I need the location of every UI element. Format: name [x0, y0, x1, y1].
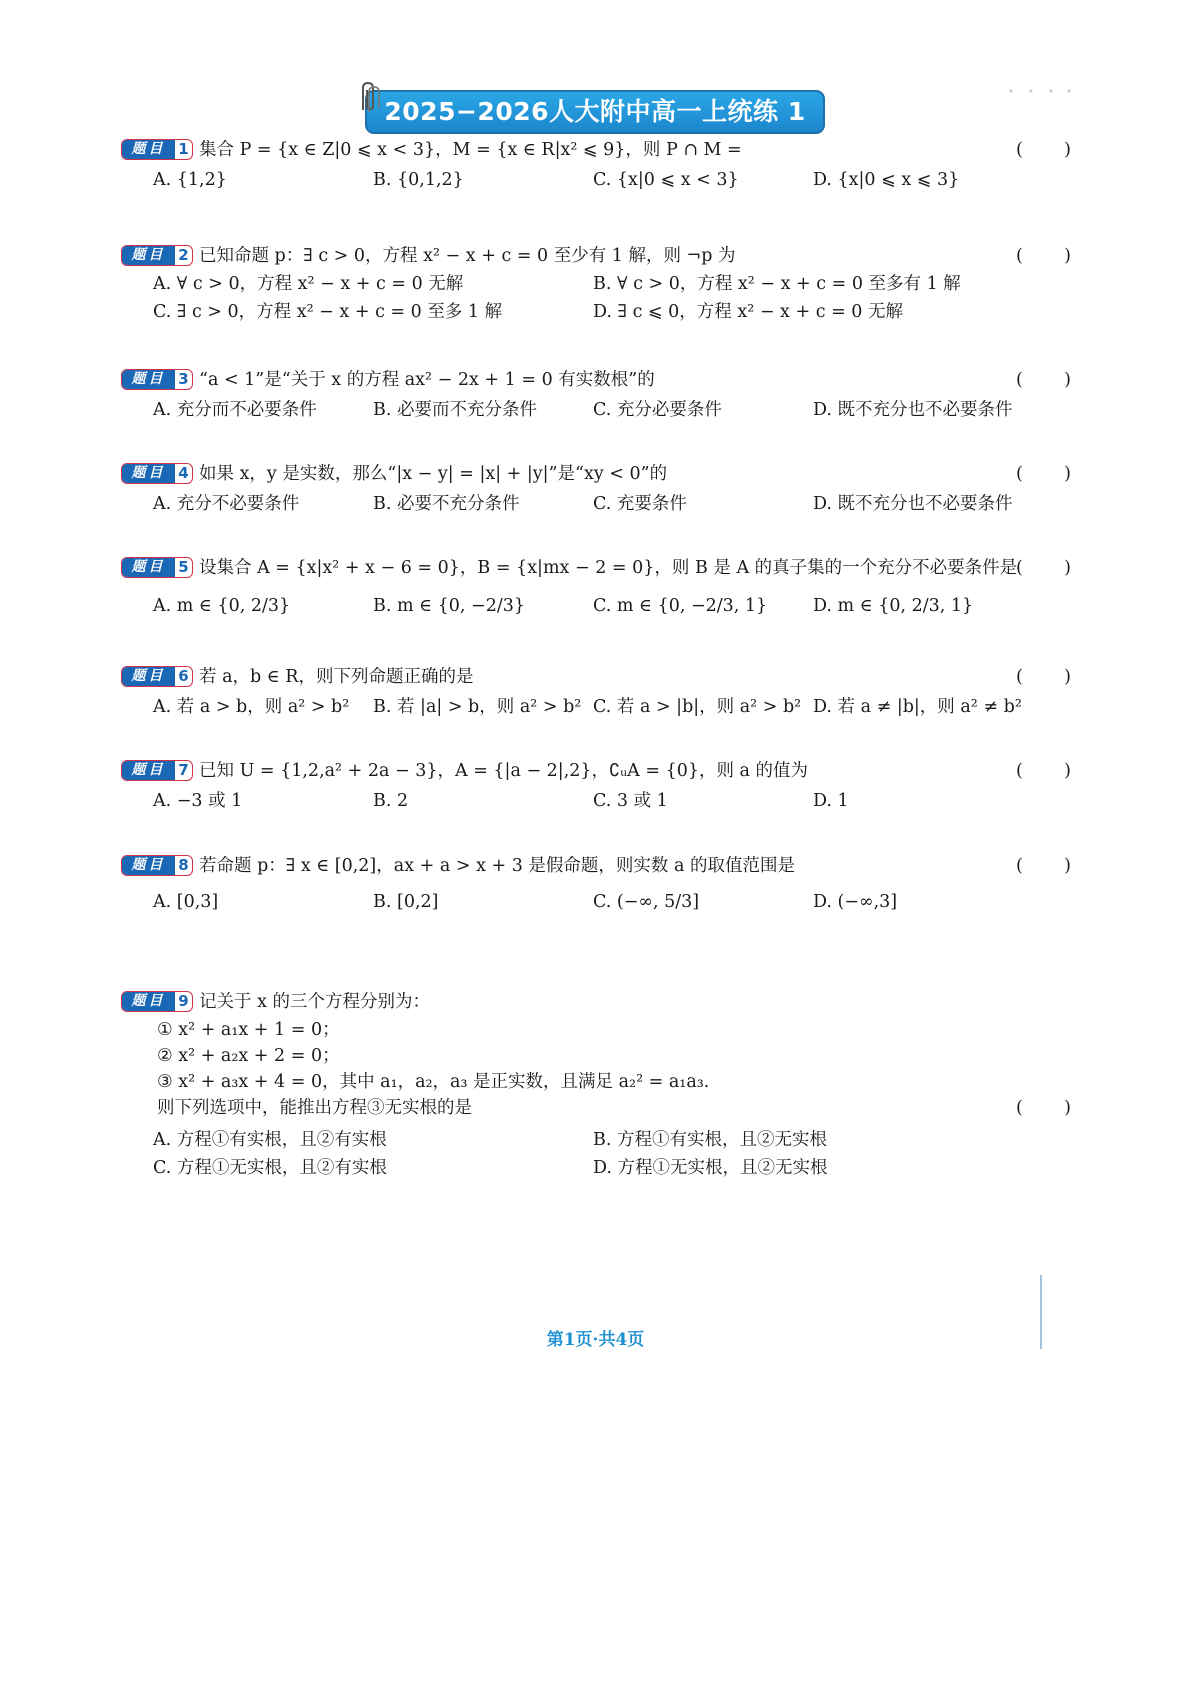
question-number: 5	[178, 558, 189, 576]
option-b: B. 必要不充分条件	[373, 494, 520, 514]
question-number: 7	[178, 761, 189, 779]
question-tag-label: 题目	[122, 464, 175, 483]
option-b: B. 若 |a| > b，则 a² > b²	[373, 697, 582, 717]
question-prompt	[121, 1096, 1071, 1122]
question-tag	[121, 760, 193, 781]
question-prompt-text: 则下列选项中，能推出方程③无实根的是	[157, 1098, 472, 1118]
answer-blank: ( )	[1016, 464, 1071, 484]
title-banner-wrap	[365, 90, 825, 134]
question-6	[121, 665, 1071, 723]
question-tag	[121, 557, 193, 578]
question-tag	[121, 463, 193, 484]
question-tag-label: 题目	[122, 370, 175, 389]
question-tag	[121, 855, 193, 876]
question-stem: 已知命题 p：∃ c > 0，方程 x² − x + c = 0 至少有 1 解，则 ¬p 为	[199, 246, 736, 266]
option-d: D. 既不充分也不必要条件	[813, 494, 1013, 514]
equation-3: ③ x² + a₃x + 4 = 0，其中 a₁，a₂，a₃ 是正实数，且满足 a₂² = a₁a₃.	[157, 1072, 710, 1092]
question-number: 2	[178, 246, 189, 264]
option-d: D. 1	[813, 791, 849, 811]
question-stem: “a < 1”是“关于 x 的方程 ax² − 2x + 1 = 0 有实数根”的	[199, 370, 655, 390]
question-tag-label: 题目	[122, 992, 175, 1011]
option-c: C. 若 a > |b|，则 a² > b²	[593, 697, 802, 717]
question-number: 4	[178, 464, 189, 482]
option-b: B. 必要而不充分条件	[373, 400, 537, 420]
question-tag-label: 题目	[122, 140, 175, 159]
answer-blank: ( )	[1016, 558, 1071, 578]
option-b: B. m ∈ {0, −2/3}	[373, 596, 526, 616]
question-7	[121, 759, 1071, 817]
decorative-dots	[1005, 79, 1075, 85]
question-tag	[121, 245, 193, 266]
option-b: B. 方程①有实根，且②无实根	[593, 1130, 827, 1150]
option-a: A. {1,2}	[153, 170, 227, 190]
page-number: 第1页·共4页	[546, 1330, 645, 1350]
question-number: 3	[178, 370, 189, 388]
paperclip-icon	[355, 80, 385, 114]
option-c: C. 充要条件	[593, 494, 687, 514]
question-tag-label: 题目	[122, 856, 175, 875]
question-tag-label: 题目	[122, 246, 175, 265]
question-2	[121, 244, 1071, 324]
answer-blank: ( )	[1016, 140, 1071, 160]
option-b: B. ∀ c > 0，方程 x² − x + c = 0 至多有 1 解	[593, 274, 961, 294]
option-a: A. 充分而不必要条件	[153, 400, 317, 420]
option-a: A. 若 a > b，则 a² > b²	[153, 697, 350, 717]
question-number: 8	[178, 856, 189, 874]
question-stem: 记关于 x 的三个方程分别为：	[199, 992, 430, 1012]
question-number: 9	[178, 992, 189, 1010]
option-c: C. ∃ c > 0，方程 x² − x + c = 0 至多 1 解	[153, 302, 503, 322]
option-d: D. (−∞,3]	[813, 892, 898, 912]
option-d: D. {x|0 ⩽ x ⩽ 3}	[813, 170, 960, 190]
question-8	[121, 854, 1071, 918]
option-c: C. 充分必要条件	[593, 400, 722, 420]
option-d: D. 若 a ≠ |b|，则 a² ≠ b²	[813, 697, 1022, 717]
question-9	[121, 990, 1071, 1180]
option-c: C. 方程①无实根，且②有实根	[153, 1158, 387, 1178]
question-tag-label: 题目	[122, 558, 175, 577]
question-tag	[121, 369, 193, 390]
page-title: 2025−2026人大附中高一上统练 1	[365, 90, 825, 134]
question-number: 6	[178, 667, 189, 685]
question-stem: 已知 U = {1,2,a² + 2a − 3}，A = {|a − 2|,2}，∁ᵤA = {0}，则 a 的值为	[199, 761, 809, 781]
option-b: B. {0,1,2}	[373, 170, 464, 190]
option-a: A. m ∈ {0, 2/3}	[153, 596, 291, 616]
answer-blank: ( )	[1016, 761, 1071, 781]
answer-blank: ( )	[1016, 1098, 1071, 1118]
question-tag	[121, 139, 193, 160]
option-a: A. 充分不必要条件	[153, 494, 300, 514]
question-tag-label: 题目	[122, 667, 175, 686]
equation-1: ① x² + a₁x + 1 = 0；	[157, 1020, 340, 1040]
option-d: D. 既不充分也不必要条件	[813, 400, 1013, 420]
question-1	[121, 138, 1071, 196]
option-b: B. [0,2]	[373, 892, 439, 912]
option-a: A. 方程①有实根，且②有实根	[153, 1130, 387, 1150]
question-stem: 集合 P = {x ∈ Z|0 ⩽ x < 3}，M = {x ∈ R|x² ⩽ 9}，则 P ∩ M =	[199, 140, 742, 160]
option-c: C. m ∈ {0, −2/3, 1}	[593, 596, 768, 616]
option-b: B. 2	[373, 791, 409, 811]
option-a: A. −3 或 1	[153, 791, 243, 811]
question-stem: 若 a，b ∈ R，则下列命题正确的是	[199, 667, 474, 687]
answer-blank: ( )	[1016, 370, 1071, 390]
question-stem: 如果 x，y 是实数，那么“|x − y| = |x| + |y|”是“xy < 0”的	[199, 464, 668, 484]
answer-blank: ( )	[1016, 667, 1071, 687]
option-c: C. {x|0 ⩽ x < 3}	[593, 170, 739, 190]
option-d: D. m ∈ {0, 2/3, 1}	[813, 596, 974, 616]
option-c: C. (−∞, 5/3]	[593, 892, 700, 912]
question-number: 1	[178, 140, 189, 158]
option-c: C. 3 或 1	[593, 791, 668, 811]
question-tag	[121, 991, 193, 1012]
equation-2: ② x² + a₂x + 2 = 0；	[157, 1046, 340, 1066]
question-stem: 若命题 p：∃ x ∈ [0,2]，ax + a > x + 3 是假命题，则实数 a 的取值范围是	[199, 856, 795, 876]
option-d: D. ∃ c ⩽ 0，方程 x² − x + c = 0 无解	[593, 302, 903, 322]
question-tag	[121, 666, 193, 687]
question-stem: 设集合 A = {x|x² + x − 6 = 0}，B = {x|mx − 2 = 0}，则 B 是 A 的真子集的一个充分不必要条件是	[199, 558, 1018, 578]
question-5	[121, 556, 1071, 622]
question-3	[121, 368, 1071, 426]
question-4	[121, 462, 1071, 520]
answer-blank: ( )	[1016, 246, 1071, 266]
answer-blank: ( )	[1016, 856, 1071, 876]
option-d: D. 方程①无实根，且②无实根	[593, 1158, 828, 1178]
question-tag-label: 题目	[122, 761, 175, 780]
option-a: A. ∀ c > 0，方程 x² − x + c = 0 无解	[153, 274, 464, 294]
option-a: A. [0,3]	[153, 892, 219, 912]
